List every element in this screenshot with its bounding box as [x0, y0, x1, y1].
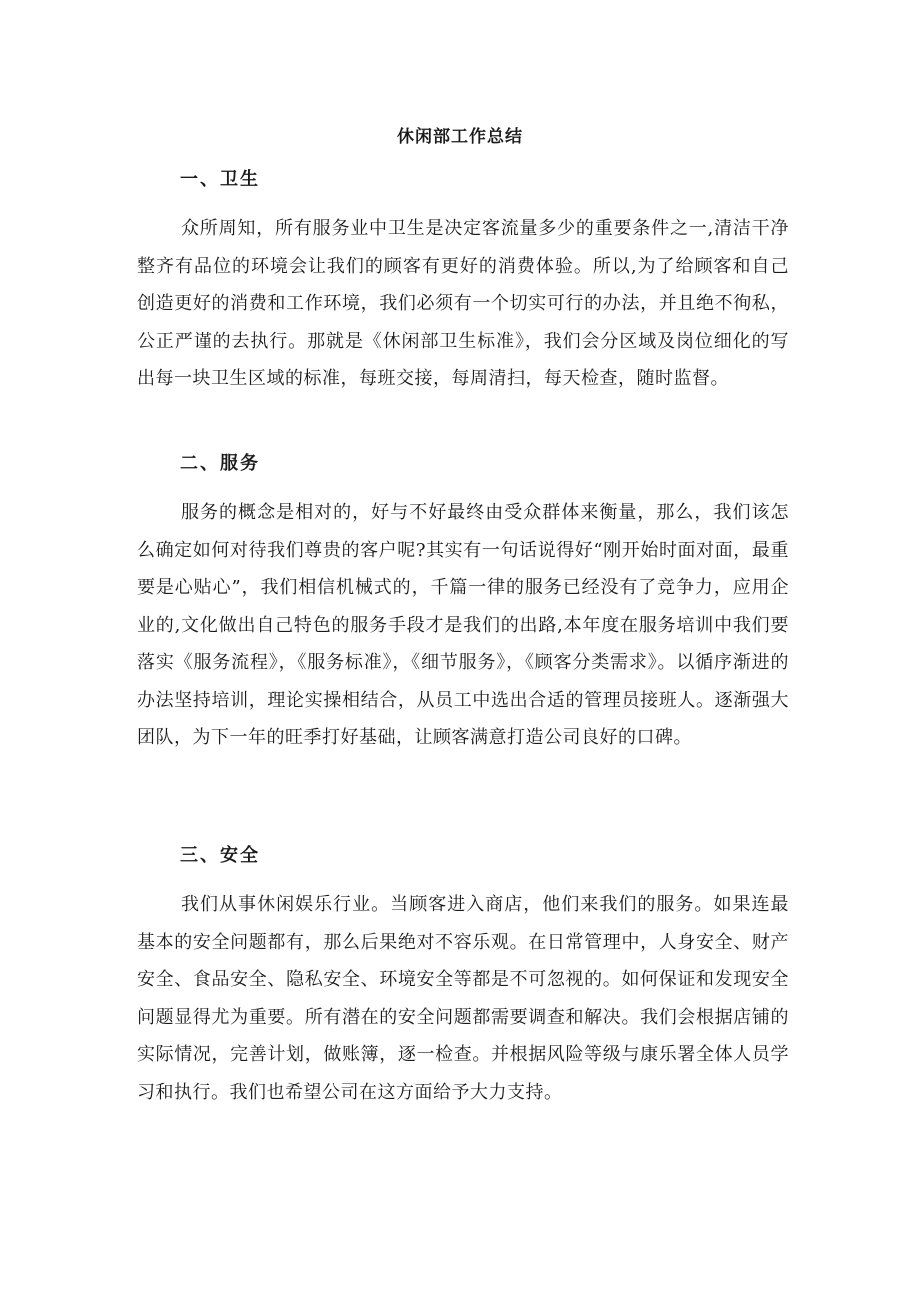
section-body-safety: 我们从事休闲娱乐行业。当顾客进入商店，他们来我们的服务。如果连最基本的安全问题都有，那么后果绝对不容乐观。在日常管理中，人身安全、财产安全、食品安全、隐私安全、环境安全等都是不可忽视的。如何保证和发现安全问题显得尤为重要。所有潜在的安全问题都需要调查和解决。我们会根据店铺的实际情况，完善计划，做账簿，逐一检查。并根据风险等级与康乐署全体人员学习和执行。我们也希望公司在这方面给予大力支持。: [137, 894, 789, 1103]
section-heading-hygiene: 一、卫生: [180, 169, 260, 190]
section-body-service: 服务的概念是相对的，好与不好最终由受众群体来衡量，那么，我们该怎么确定如何对待我们尊贵的客户呢?其实有一句话说得好“刚开始时面对面，最重要是心贴心”，我们相信机械式的，千篇一律的服务已经没有了竞争力，应用企业的,文化做出自己特色的服务手段才是我们的出路,本年度在服务培训中我们要落实《服务流程》，《服务标准》，《细节服务》，《顾客分类需求》。以循序渐进的办法坚持培训，理论实操相结合，从员工中选出合适的管理员接班人。逐渐强大团队，为下一年的旺季打好基础，让顾客满意打造公司良好的口碑。: [137, 502, 789, 748]
section-heading-service: 二、服务: [180, 453, 260, 474]
document-title: 休闲部工作总结: [397, 127, 523, 147]
section-body-hygiene: 众所周知，所有服务业中卫生是决定客流量多少的重要条件之一,清洁干净整齐有品位的环境会让我们的顾客有更好的消费体验。所以,为了给顾客和自己创造更好的消费和工作环境，我们必须有一个切实可行的办法，并且绝不徇私，公正严谨的去执行。那就是《休闲部卫生标准》，我们会分区域及岗位细化的写出每一块卫生区域的标准，每班交接，每周清扫，每天检查，随时监督。: [137, 218, 789, 389]
section-heading-safety: 三、安全: [180, 845, 260, 866]
